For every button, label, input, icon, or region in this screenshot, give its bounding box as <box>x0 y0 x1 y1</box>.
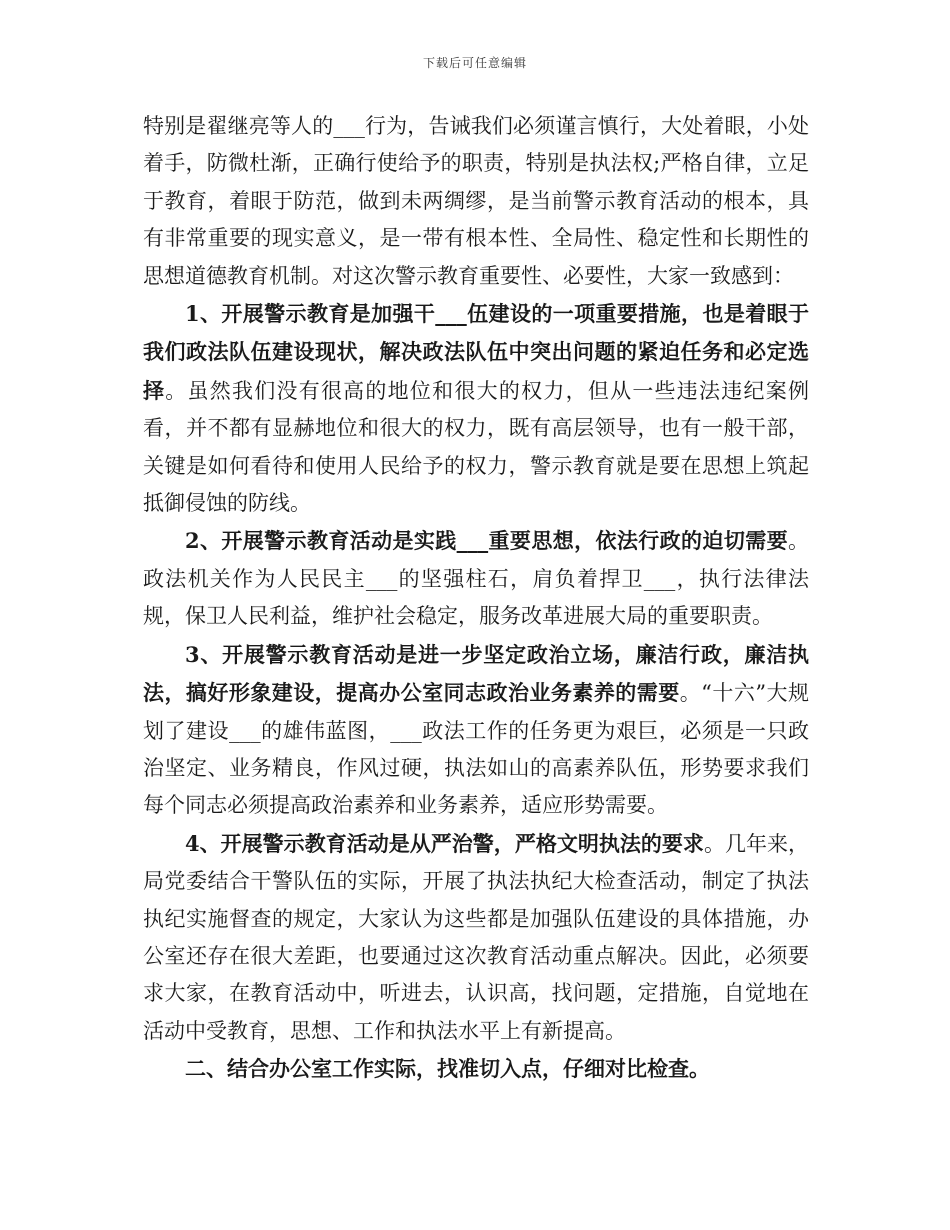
paragraph-heading: 2、开展警示教育活动是实践___重要思想，依法行政的迫切需要 <box>185 528 788 554</box>
paragraph-point-1 <box>143 295 809 522</box>
paragraph-heading: 二、结合办公室工作实际，找准切入点，仔细对比检查。 <box>185 1056 710 1082</box>
section-heading-2 <box>143 1050 809 1088</box>
paragraph-point-2 <box>143 522 809 635</box>
paragraph-point-3 <box>143 636 809 825</box>
page-header-note: 下载后可任意编辑 <box>422 56 527 70</box>
paragraph-point-4 <box>143 825 809 1050</box>
document-body <box>143 108 809 1089</box>
paragraph-text: 。政法机关作为人民民主___的坚强柱石，肩负着捍卫___，执行法律法规，保卫人民利益，维护社会稳定，服务改革进展大局的重要职责。 <box>143 529 809 629</box>
paragraph-heading: 3、开展警示教育活动是进一步坚定政治立场，廉洁行政，廉洁执法，搞好形象建设，提高办公室同志政治业务素养的需要 <box>143 641 809 706</box>
paragraph-text: 。几年来，局党委结合干警队伍的实际，开展了执法执纪大检查活动，制定了执法执纪实施督查的规定，大家认为这些都是加强队伍建设的具体措施，办公室还存在很大差距，也要通过这次教育活动重点解决。因此，必须要求大家，在教育活动中，听进去，认识高，找问题，定措施，自觉地在活动中受教育，思想、工作和执法水平上有新提高。 <box>143 831 809 1043</box>
paragraph-text: 。“十六”大规划了建设___的雄伟蓝图，___政法工作的任务更为艰巨，必须是一只政治坚定、业务精良，作风过硬，执法如山的高素养队伍，形势要求我们每个同志必须提高政治素养和业务素养，适应形势需要。 <box>143 681 809 818</box>
paragraph-text: 特别是翟继亮等人的___行为，告诫我们必须谨言慎行，大处着眼，小处着手，防微杜渐，正确行使给予的职责，特别是执法权;严格自律，立足于教育，着眼于防范，做到未两绸缪，是当前警示教育活动的根本，具有非常重要的现实意义，是一带有根本性、全局性、稳定性和长期性的思想道德教育机制。对这次警示教育重要性、必要性，大家一致感到： <box>143 114 809 288</box>
paragraph-intro <box>143 108 809 295</box>
paragraph-text: 。虽然我们没有很高的地位和很大的权力，但从一些违法违纪案例看，并不都有显赫地位和很大的权力，既有高层领导，也有一般干部，关键是如何看待和使用人民给予的权力，警示教育就是要在思想上筑起抵御侵蚀的防线。 <box>143 378 810 516</box>
paragraph-heading: 1、开展警示教育是加强干___伍建设的一项重要措施，也是着眼于我们政法队伍建设现状，解决政法队伍中突出问题的紧迫任务和必定选择 <box>143 301 809 403</box>
paragraph-heading: 4、开展警示教育活动是从严治警，严格文明执法的要求 <box>185 830 704 856</box>
